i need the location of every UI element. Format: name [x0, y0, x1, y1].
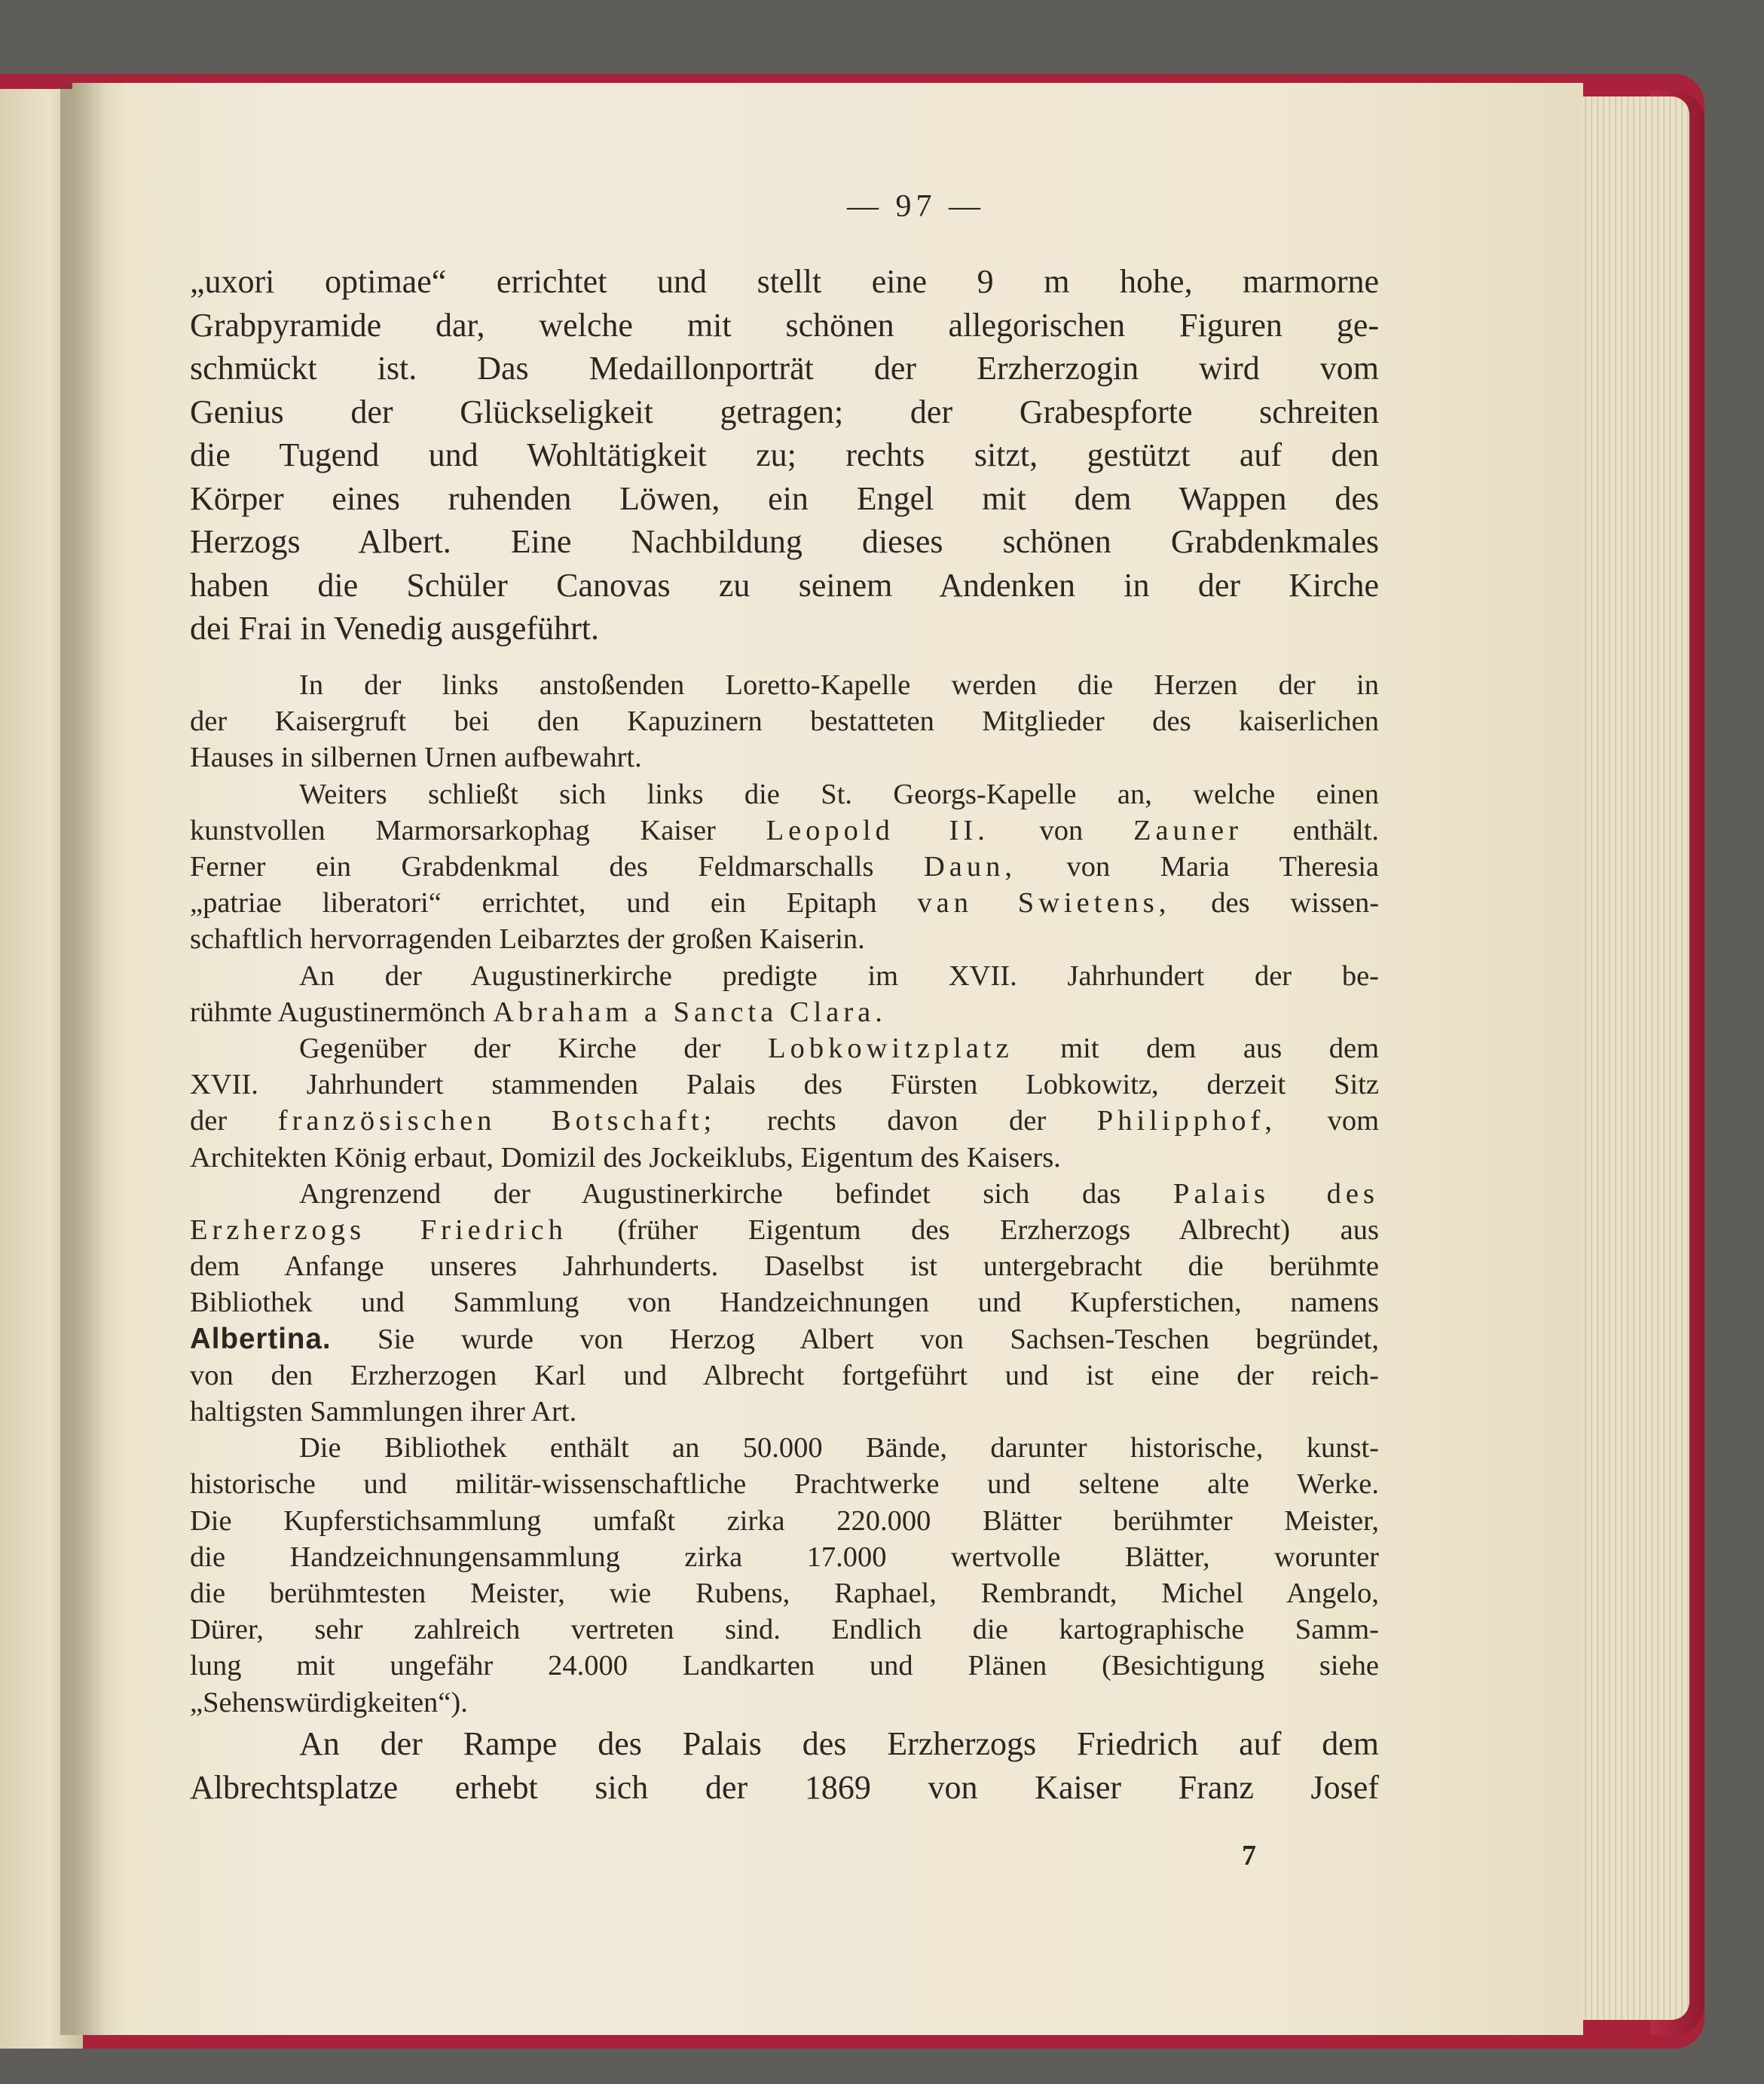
text-line: die Handzeichnungensammlung zirka 17.000 wertvolle Blätter, worunter	[190, 1541, 1379, 1573]
text-line: „Sehenswürdigkeiten“).	[190, 1686, 468, 1718]
text-line: Erzherzogs Friedrich (früher Eigentum des Erzherzogs Albrecht) aus	[190, 1214, 1379, 1247]
text-line: Grabpyramide dar, welche mit schönen allegorischen Figuren ge-	[190, 306, 1379, 344]
text-line: historische und militär-wissenschaftliche Prachtwerke und seltene alte Werke.	[190, 1468, 1379, 1501]
gutter-shadow	[60, 83, 105, 2035]
text-line: der französischen Botschaft; rechts davon der Philipphof, vom	[190, 1105, 1380, 1137]
text-line: Hauses in silbernen Urnen aufbewahrt.	[190, 742, 642, 774]
text-line: Architekten König erbaut, Domizil des Jockeiklubs, Eigentum des Kaisers.	[190, 1141, 1061, 1174]
signature-mark: 7	[1242, 1840, 1256, 1871]
text-line: An der Rampe des Palais des Erzherzogs Friedrich auf dem	[299, 1725, 1379, 1762]
text-line: rühmte Augustinermönch Abraham a Sancta Clara.	[190, 996, 887, 1028]
text-line: Ferner ein Grabdenkmal des Feldmarschalls Daun, von Maria Theresia	[190, 851, 1379, 883]
text-line: Angrenzend der Augustinerkirche befindet sich das Palais des	[299, 1177, 1379, 1210]
text-line: Körper eines ruhenden Löwen, ein Engel mit dem Wappen des	[190, 479, 1379, 517]
text-line: „patriae liberatori“ errichtet, und ein Epitaph van Swietens, des wissen-	[190, 887, 1380, 920]
text-line: lung mit ungefähr 24.000 Landkarten und Plänen (Besichtigung siehe	[190, 1650, 1379, 1682]
small-text-block	[190, 667, 1379, 1721]
text-line: Genius der Glückseligkeit getragen; der Grabespforte schreiten	[190, 393, 1379, 430]
text-line: Dürer, sehr zahlreich vertreten sind. Endlich die kartographische Samm-	[190, 1614, 1379, 1646]
text-line: von den Erzherzogen Karl und Albrecht fortgeführt und ist eine der reich-	[190, 1359, 1379, 1391]
text-line: die berühmtesten Meister, wie Rubens, Raphael, Rembrandt, Michel Angelo,	[190, 1578, 1379, 1610]
text-line: Bibliothek und Sammlung von Handzeichnungen und Kupferstichen, namens	[190, 1287, 1379, 1319]
text-line: dei Frai in Venedig ausgeführt.	[190, 610, 599, 647]
text-line: Gegenüber der Kirche der Lobkowitzplatz mit dem aus dem	[299, 1033, 1380, 1065]
text-line: schaftlich hervorragenden Leibarztes der großen Kaiserin.	[190, 923, 865, 956]
text-line: „uxori optimae“ errichtet und stellt eine 9 m hohe, marmorne	[190, 263, 1379, 300]
text-line: dem Anfange unseres Jahrhunderts. Daselbst ist untergebracht die berühmte	[190, 1250, 1379, 1283]
page-header: — 97 —	[847, 189, 985, 224]
text-line: der Kaisergruft bei den Kapuzinern bestatteten Mitglieder des kaiserlichen	[190, 705, 1379, 738]
text-line: die Tugend und Wohltätigkeit zu; rechts sitzt, gestützt auf den	[190, 436, 1379, 473]
text-line: schmückt ist. Das Medaillonporträt der Erzherzogin wird vom	[190, 350, 1379, 387]
text-line: Die Kupferstichsammlung umfaßt zirka 220.000 Blätter berühmter Meister,	[190, 1504, 1379, 1537]
text-line: Albertina. Sie wurde von Herzog Albert von Sachsen-Teschen begründet,	[190, 1322, 1379, 1355]
text-line: In der links anstoßenden Loretto-Kapelle werden die Herzen der in	[299, 669, 1379, 701]
text-line: Albrechtsplatze erhebt sich der 1869 von Kaiser Franz Josef	[190, 1768, 1379, 1806]
text-line: kunstvollen Marmorsarkophag Kaiser Leopold II. von Zauner enthält.	[190, 814, 1380, 846]
text-line: Herzogs Albert. Eine Nachbildung dieses schönen Grabdenkmales	[190, 523, 1379, 560]
text-line: Die Bibliothek enthält an 50.000 Bände, darunter historische, kunst-	[299, 1432, 1379, 1464]
paragraph-rampe	[190, 1722, 1379, 1809]
page-edges	[1569, 96, 1689, 2020]
text-line: Weiters schließt sich links die St. Georgs-Kapelle an, welche einen	[299, 778, 1379, 810]
text-line: XVII. Jahrhundert stammenden Palais des Fürsten Lobkowitz, derzeit Sitz	[190, 1069, 1379, 1101]
text-line: haltigsten Sammlungen ihrer Art.	[190, 1396, 577, 1428]
text-line: An der Augustinerkirche predigte im XVII. Jahrhundert der be-	[299, 959, 1379, 992]
albertina-heading: Albertina.	[190, 1322, 332, 1355]
paragraph-intro	[190, 260, 1379, 650]
text-line: haben die Schüler Canovas zu seinem Andenken in der Kirche	[190, 566, 1379, 604]
